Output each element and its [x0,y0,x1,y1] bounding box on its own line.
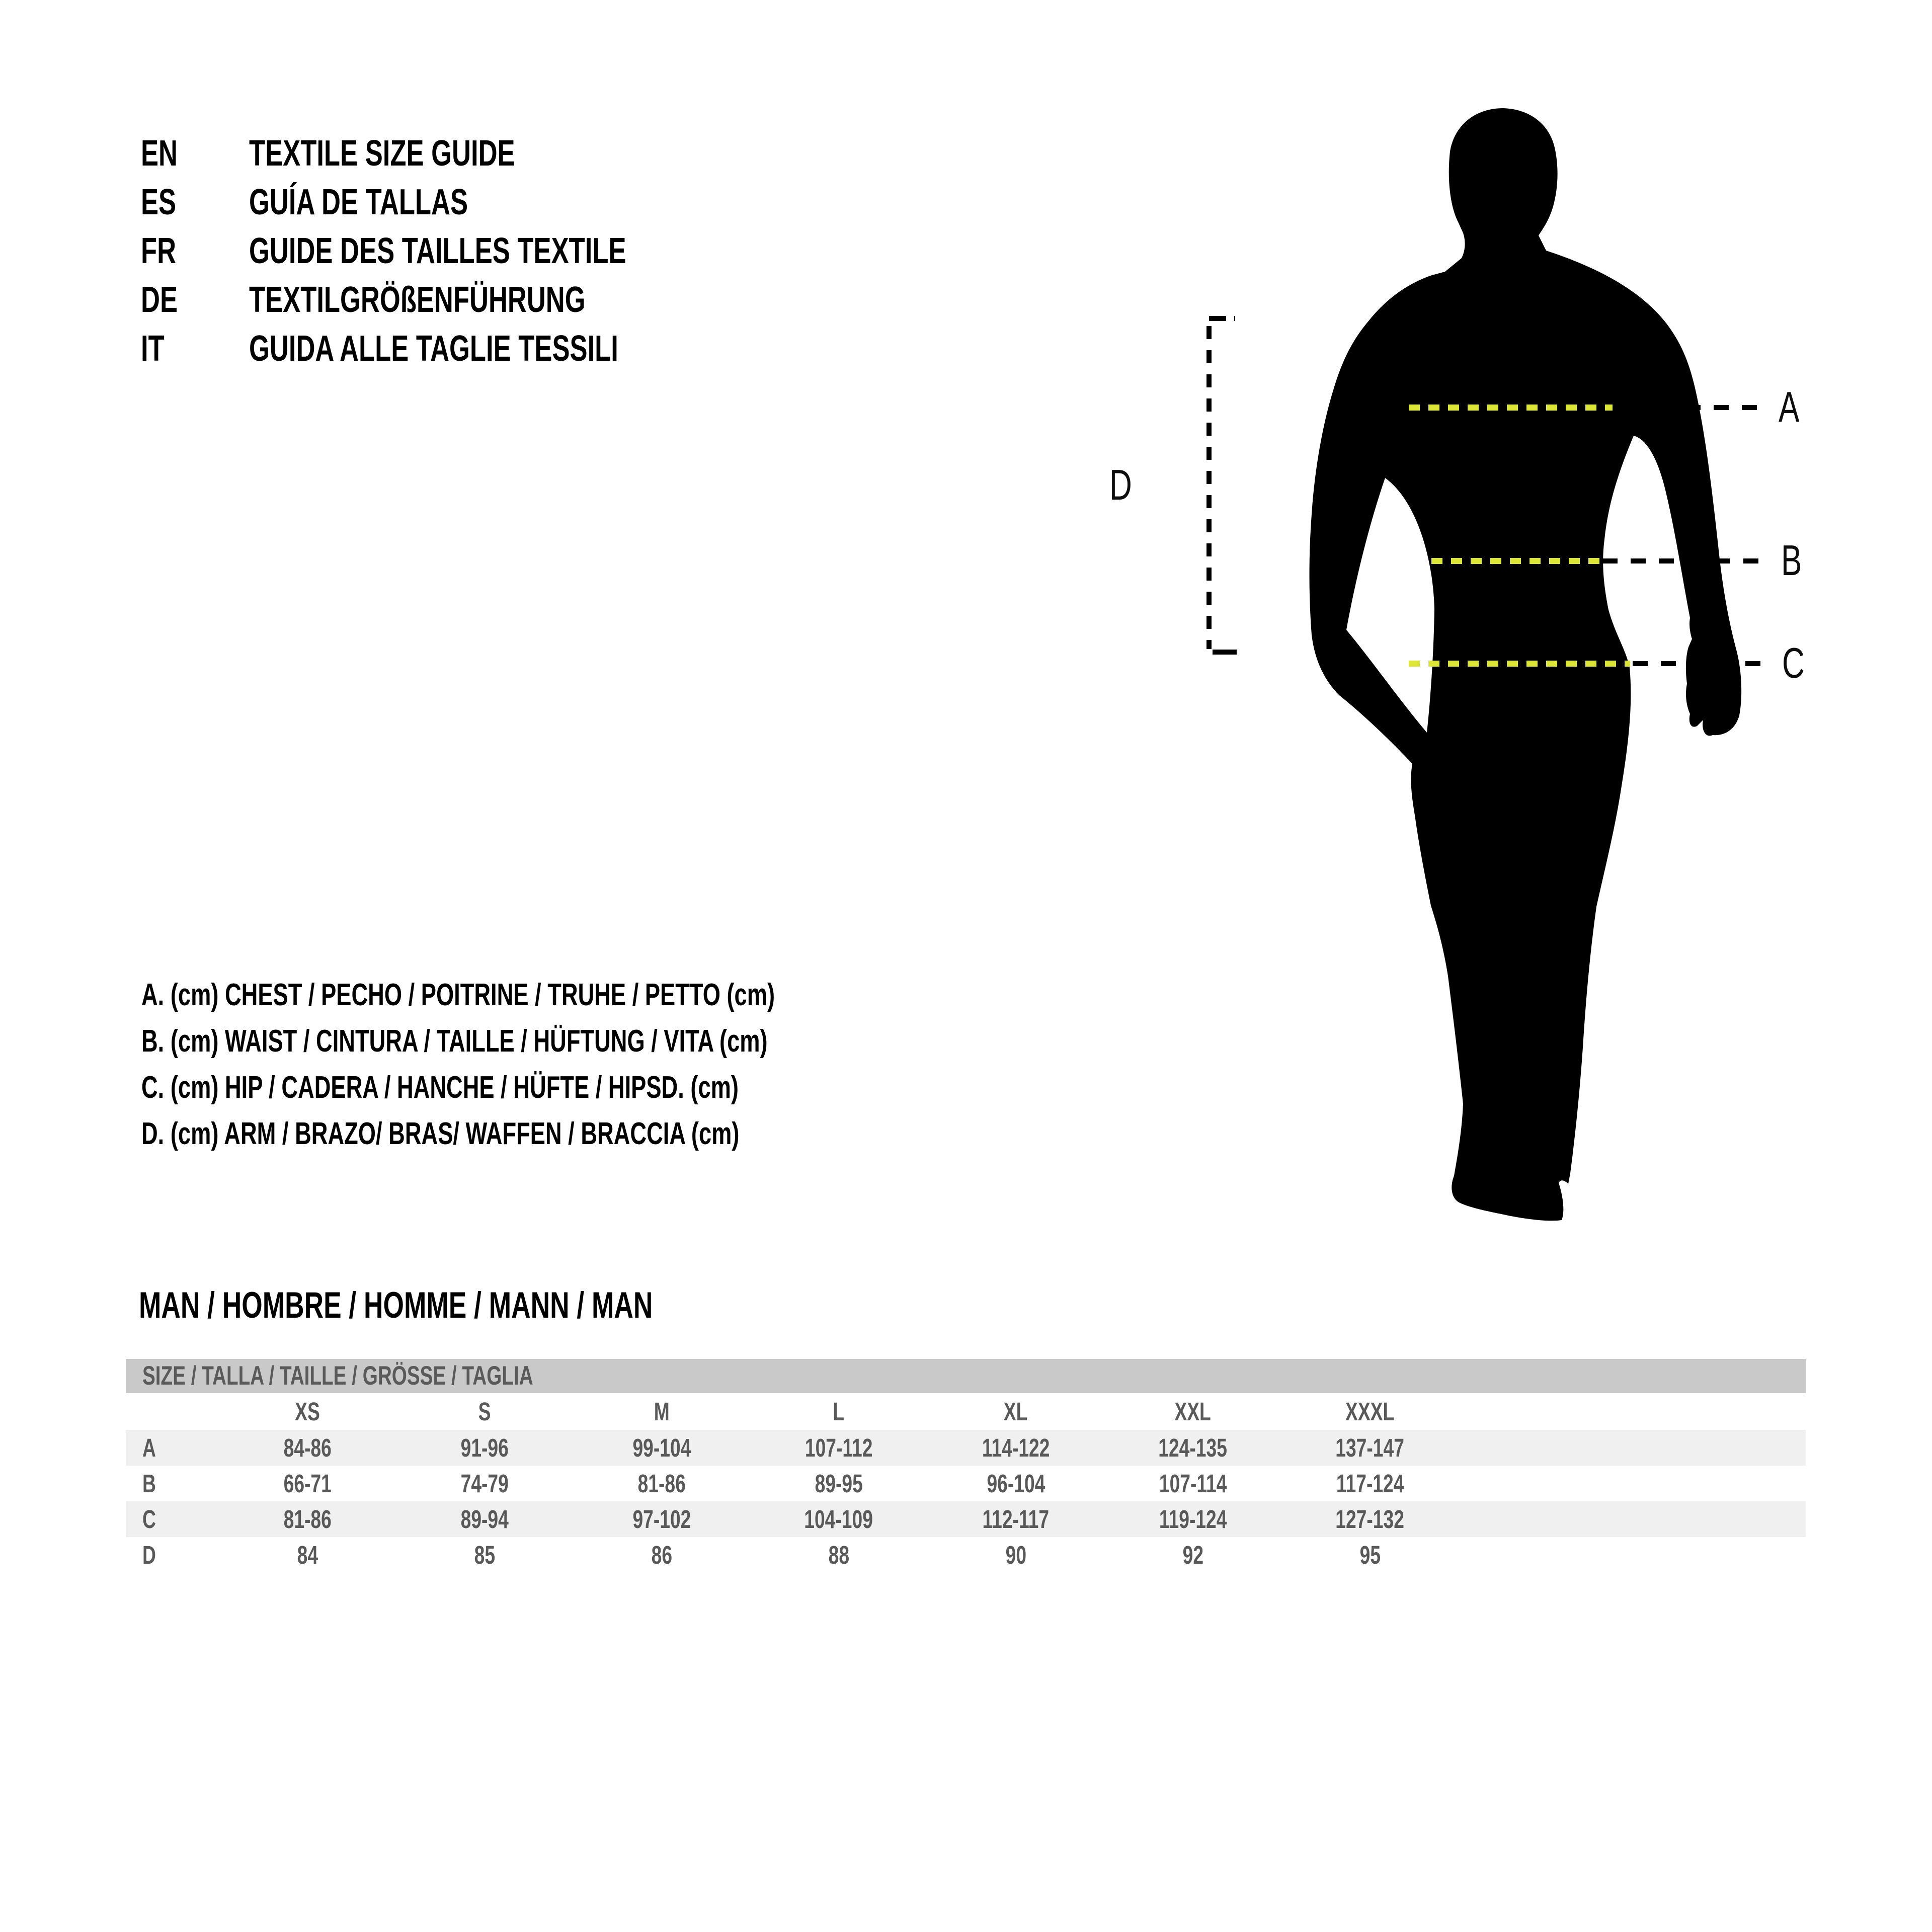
size-col-s: S [478,1397,491,1426]
table-cell: 92 [1182,1541,1203,1569]
table-cell: 81-86 [637,1469,686,1498]
table-cell: 95 [1359,1541,1381,1569]
legend-line-waist: B. (cm) WAIST / CINTURA / TAILLE / HÜFTUNG / VITA (cm) [141,1024,768,1059]
table-row-d [126,1537,1806,1573]
language-code: IT [141,329,165,369]
table-cell: 127-132 [1335,1505,1405,1534]
table-cell: 96-104 [987,1469,1045,1498]
language-title: GUÍA DE TALLAS [249,182,468,222]
legend-line-hip: C. (cm) HIP / CADERA / HANCHE / HÜFTE / HIPSD. (cm) [141,1070,739,1105]
language-title: TEXTILGRÖßENFÜHRUNG [249,280,586,320]
language-title: GUIDE DES TAILLES TEXTILE [249,231,626,271]
man-silhouette [1310,108,1742,1221]
language-code: FR [141,231,177,271]
table-header-band [126,1359,1806,1393]
size-col-xs: XS [295,1397,320,1426]
size-col-xl: XL [1004,1397,1028,1426]
language-code: DE [141,280,178,320]
table-cell: 97-102 [632,1505,691,1534]
legend-line-arm: D. (cm) ARM / BRAZO/ BRAS/ WAFFEN / BRACCIA (cm) [141,1116,740,1151]
language-code: ES [141,182,177,222]
table-cell: 114-122 [982,1433,1050,1462]
table-cell: 117-124 [1336,1469,1404,1498]
table-cell: 88 [828,1541,849,1569]
table-cell: 107-112 [804,1433,873,1462]
table-cell: 66-71 [283,1469,332,1498]
table-row-b [126,1466,1806,1501]
table-cell: 74-79 [460,1469,509,1498]
size-col-xxl: XXL [1174,1397,1212,1426]
table-cell: 89-95 [815,1469,863,1498]
row-label: C [142,1505,156,1534]
table-cell: 112-117 [982,1505,1050,1534]
row-label: D [142,1541,156,1569]
size-col-m: M [654,1397,670,1426]
table-cell: 84-86 [283,1433,332,1462]
table-cell: 90 [1005,1541,1026,1569]
section-title-man: MAN / HOMBRE / HOMME / MANN / MAN [139,1285,653,1326]
table-size-header-row [126,1393,1806,1430]
table-cell: 119-124 [1159,1505,1227,1534]
row-label: A [142,1433,156,1462]
language-title: GUIDA ALLE TAGLIE TESSILI [249,329,618,369]
figure-label-c: C [1782,639,1805,687]
table-cell: 84 [297,1541,318,1569]
table-cell: 104-109 [804,1505,873,1534]
size-col-l: L [833,1397,845,1426]
language-title: TEXTILE SIZE GUIDE [249,133,515,174]
table-cell: 89-94 [460,1505,509,1534]
figure-label-d: D [1109,461,1132,509]
table-cell: 99-104 [632,1433,691,1462]
legend-line-chest: A. (cm) CHEST / PECHO / POITRINE / TRUHE / PETTO (cm) [141,978,775,1012]
table-cell: 107-114 [1159,1469,1227,1498]
language-code: EN [141,133,178,174]
figure-label-a: A [1779,383,1800,431]
table-cell: 85 [474,1541,495,1569]
table-cell: 91-96 [460,1433,509,1462]
table-cell: 124-135 [1158,1433,1228,1462]
table-row-a [126,1430,1806,1466]
table-cell: 137-147 [1335,1433,1405,1462]
table-cell: 86 [651,1541,672,1569]
table-header-label: SIZE / TALLA / TAILLE / GRÖSSE / TAGLIA [142,1361,533,1391]
row-label: B [142,1469,156,1498]
table-row-c [126,1501,1806,1537]
figure-label-b: B [1781,537,1802,585]
size-col-xxxl: XXXL [1345,1397,1395,1426]
table-cell: 81-86 [283,1505,332,1534]
